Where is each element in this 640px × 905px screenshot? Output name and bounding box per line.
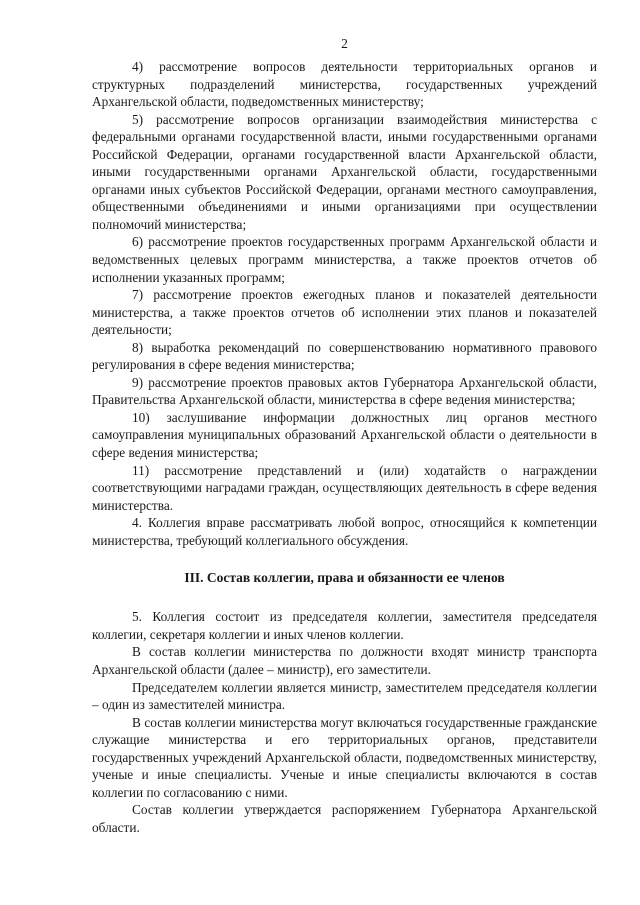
list-item-6: 6) рассмотрение проектов государственных программ Архангельской области и ведомственных целевых программ министерства, а также проектов отчетов об исполнении указанных программ;	[92, 234, 597, 285]
approval-paragraph: Состав коллегии утверждается распоряжением Губернатора Архангельской области.	[92, 802, 597, 835]
list-item-5: 5) рассмотрение вопросов организации взаимодействия министерства с федеральными органами государственной власти, иными государственными органами Российской Федерации, органами государственной власти Архангельской области, иными государственными органами Архангельской области, государственными органами иных субъектов Российской Федерации, органами местного самоуправления, общественными объединениями и иными организациями при осуществлении полномочий министерства;	[92, 111, 597, 232]
document-page	[92, 36, 597, 836]
list-item-4: 4) рассмотрение вопросов деятельности территориальных органов и структурных подразделений министерства, государственных учреждений Архангельской области, подведомственных министерству;	[92, 59, 597, 110]
list-item-9: 9) рассмотрение проектов правовых актов Губернатора Архангельской области, Правительства Архангельской области, министерства в сфере ведения министерства;	[92, 374, 597, 408]
optional-members-paragraph: В состав коллегии министерства могут включаться государственные гражданские служащие министерства и его территориальных органов, представители государственных учреждений Архангельской области, подведомственных министерству, ученые и иные специалисты. Ученые и иные специалисты включаются в состав коллегии по согласованию с ними.	[92, 714, 597, 800]
list-item-10: 10) заслушивание информации должностных лиц органов местного самоуправления муниципальных образований Архангельской области о деятельности в сфере ведения министерства;	[92, 409, 597, 461]
composition-by-position-paragraph: В состав коллегии министерства по должности входят министр транспорта Архангельской области (далее – министр), его заместители.	[92, 644, 597, 677]
clause-4: 4. Коллегия вправе рассматривать любой вопрос, относящийся к компетенции министерства, требующий коллегиального обсуждения.	[92, 515, 597, 548]
page-number: 2	[341, 36, 348, 51]
section-heading: III. Состав коллегии, права и обязанности ее членов	[184, 570, 505, 586]
chairman-paragraph: Председателем коллегии является министр, заместителем председателя коллегии – один из заместителей министра.	[92, 679, 597, 713]
clause-5: 5. Коллегия состоит из председателя коллегии, заместителя председателя коллегии, секретаря коллегии и иных членов коллегии.	[92, 609, 597, 642]
list-item-8: 8) выработка рекомендаций по совершенствованию нормативного правового регулирования в сфере ведения министерства;	[92, 339, 597, 373]
list-item-11: 11) рассмотрение представлений и (или) ходатайств о награждении соответствующими наградами граждан, осуществляющих деятельность в сфере ведения министерства.	[92, 462, 597, 513]
list-item-7: 7) рассмотрение проектов ежегодных планов и показателей деятельности министерства, а также проектов отчетов об исполнении этих планов и показателей деятельности;	[92, 287, 597, 338]
